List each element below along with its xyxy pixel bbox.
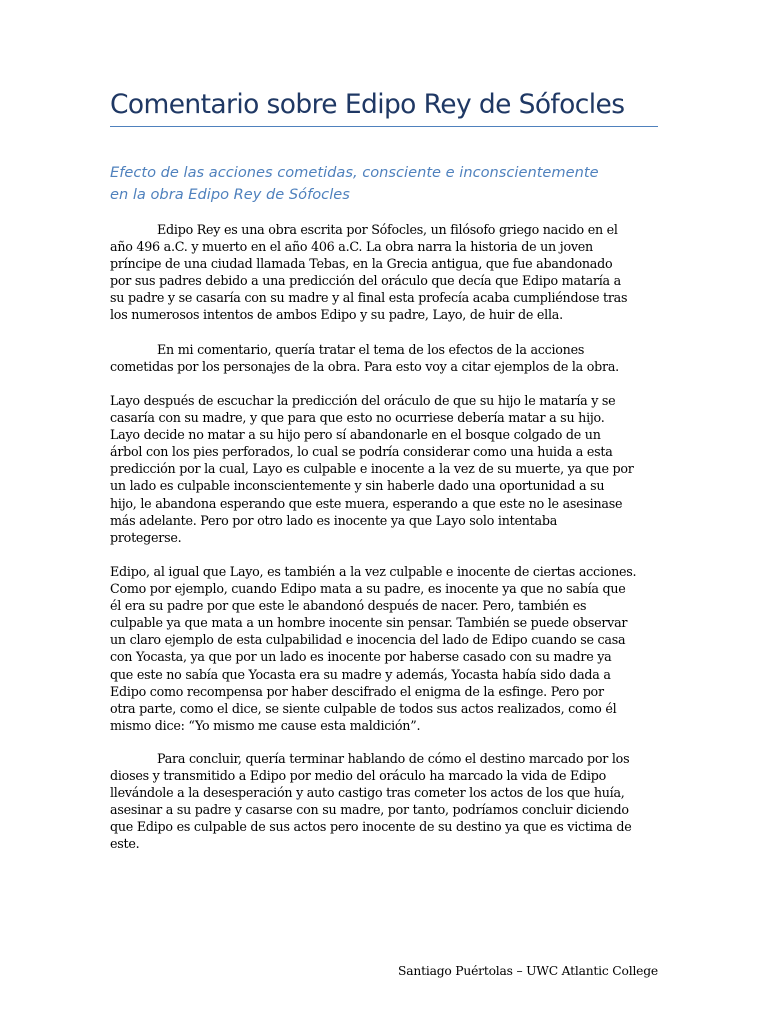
paragraph-line: un claro ejemplo de esta culpabilidad e inocencia del lado de Edipo cuando se casa <box>110 632 626 648</box>
paragraph-4 <box>110 563 658 734</box>
paragraph-line: culpable ya que mata a un hombre inocente sin pensar. También se puede observar <box>110 615 628 631</box>
paragraph-2 <box>110 341 658 375</box>
document-subtitle <box>110 162 658 206</box>
paragraph-line: príncipe de una ciudad llamada Tebas, en la Grecia antigua, que fue abandonado <box>110 256 613 272</box>
paragraph-1 <box>110 221 658 324</box>
paragraph-line: llevándole a la desesperación y auto castigo tras cometer los actos de los que huía, <box>110 785 625 801</box>
paragraph-line: los numerosos intentos de ambos Edipo y su padre, Layo, de huir de ella. <box>110 307 563 323</box>
subtitle-line: Efecto de las acciones cometidas, consciente e inconscientemente <box>110 164 599 181</box>
paragraph-line: más adelante. Pero por otro lado es inocente ya que Layo solo intentaba <box>110 512 558 528</box>
title-underline <box>110 126 658 127</box>
paragraph-line: con Yocasta, ya que por un lado es inocente por haberse casado con su madre ya <box>110 649 612 665</box>
paragraph-line: cometidas por los personajes de la obra. Para esto voy a citar ejemplos de la obra. <box>110 359 619 375</box>
document-title: Comentario sobre Edipo Rey de Sófocles <box>110 89 625 120</box>
paragraph-line: En mi comentario, quería tratar el tema de los efectos de la acciones <box>157 342 585 357</box>
paragraph-line: otra parte, como el dice, se siente culpable de todos sus actos realizados, como él <box>110 700 617 716</box>
paragraph-line: protegerse. <box>110 529 182 545</box>
paragraph-line: Layo decide no matar a su hijo pero sí abandonarle en el bosque colgado de un <box>110 427 601 443</box>
paragraph-line: predicción por la cual, Layo es culpable e inocente a la vez de su muerte, ya que por <box>110 461 634 477</box>
paragraph-3 <box>110 392 658 546</box>
paragraph-line: mismo dice: “Yo mismo me cause esta maldición”. <box>110 717 421 733</box>
paragraph-line: que este no sabía que Yocasta era su madre y además, Yocasta había sido dada a <box>110 666 611 682</box>
paragraph-line: que Edipo es culpable de sus actos pero inocente de su destino ya que es victima de <box>110 819 632 835</box>
paragraph-5 <box>110 750 658 853</box>
paragraph-line: árbol con los pies perforados, lo cual se podría considerar como una huida a esta <box>110 444 613 460</box>
paragraph-line: hijo, le abandona esperando que este muera, esperando a que este no le asesinase <box>110 495 623 511</box>
paragraph-line: Edipo como recompensa por haber descifrado el enigma de la esfinge. Pero por <box>110 683 604 699</box>
paragraph-line: casaría con su madre, y que para que esto no ocurriese debería matar a su hijo. <box>110 410 605 426</box>
paragraph-line: Layo después de escuchar la predicción del oráculo de que su hijo le mataría y se <box>110 393 616 408</box>
paragraph-line: Como por ejemplo, cuando Edipo mata a su padre, es inocente ya que no sabía que <box>110 581 626 597</box>
paragraph-line: un lado es culpable inconscientemente y sin haberle dado una oportunidad a su <box>110 478 605 494</box>
paragraph-line: Edipo Rey es una obra escrita por Sófocles, un filósofo griego nacido en el <box>157 222 618 237</box>
paragraph-line: él era su padre por que este le abandonó después de nacer. Pero, también es <box>110 598 587 614</box>
paragraph-line: asesinar a su padre y casarse con su madre, por tanto, podríamos concluir diciendo <box>110 802 629 818</box>
paragraph-line: Para concluir, quería terminar hablando de cómo el destino marcado por los <box>157 751 630 766</box>
footer-author: Santiago Puértolas – UWC Atlantic College <box>398 964 658 978</box>
paragraph-line: por sus padres debido a una predicción del oráculo que decía que Edipo mataría a <box>110 273 621 289</box>
paragraph-line: año 496 a.C. y muerto en el año 406 a.C. La obra narra la historia de un joven <box>110 239 593 255</box>
paragraph-line: su padre y se casaría con su madre y al final esta profecía acaba cumpliéndose tras <box>110 290 628 306</box>
paragraph-line: este. <box>110 836 140 852</box>
paragraph-line: dioses y transmitido a Edipo por medio del oráculo ha marcado la vida de Edipo <box>110 768 606 784</box>
paragraph-line: Edipo, al igual que Layo, es también a la vez culpable e inocente de ciertas acciones. <box>110 564 637 579</box>
subtitle-line: en la obra Edipo Rey de Sófocles <box>110 186 350 203</box>
